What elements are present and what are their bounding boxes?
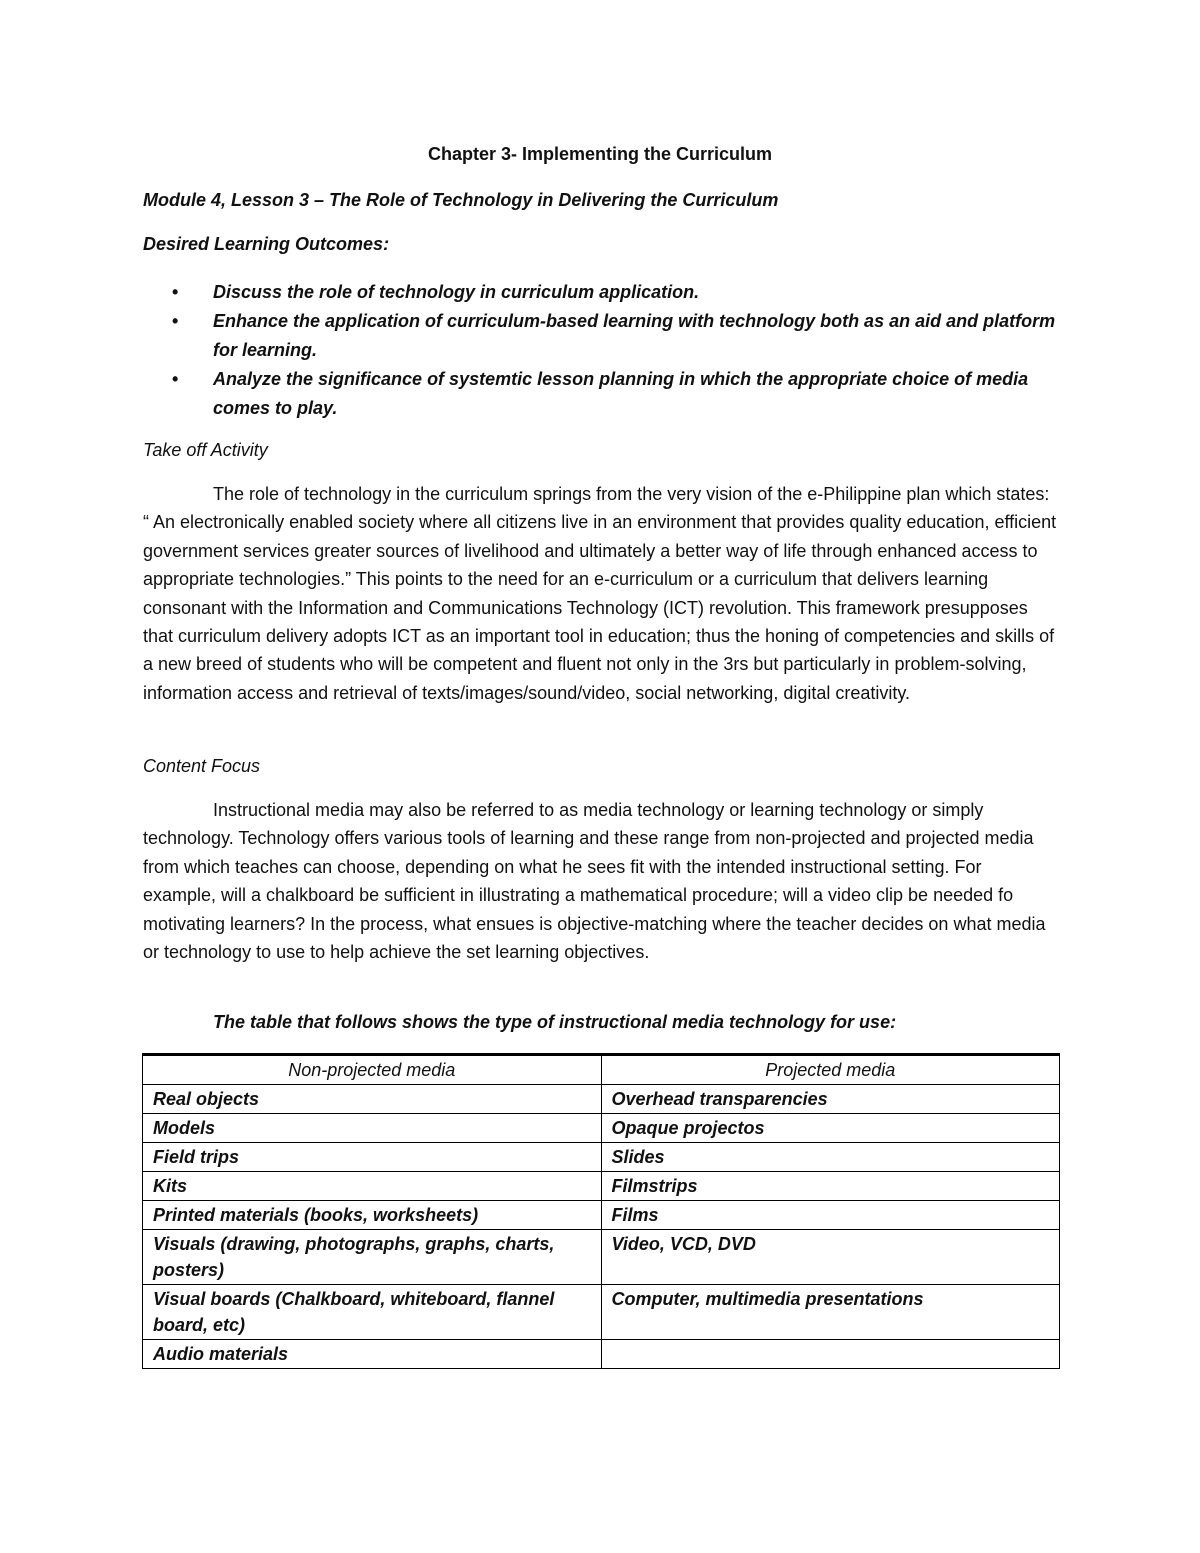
table-cell: Models <box>143 1114 602 1143</box>
table-row <box>143 1201 1060 1230</box>
list-item <box>143 278 1063 307</box>
table-header-row <box>143 1055 1060 1085</box>
table-row <box>143 1172 1060 1201</box>
table-cell: Computer, multimedia presentations <box>601 1285 1060 1340</box>
table-row <box>143 1340 1060 1369</box>
media-table <box>142 1053 1060 1369</box>
bullet-icon: • <box>172 311 179 331</box>
table-row <box>143 1085 1060 1114</box>
content-paragraph: Instructional media may also be referred to as media technology or learning technology or simply technology. Technology offers various tools of learning and these range from non-projected and projected media from which teaches can choose, depending on what he sees fit with the intended instructional setting. For example, will a chalkboard be sufficient in illustrating a mathematical procedure; will a video clip be needed fo motivating learners? In the process, what ensues is objective-matching where the teacher decides on what media or technology to use to help achieve the set learning objectives. <box>143 800 1046 963</box>
table-cell: Field trips <box>143 1143 602 1172</box>
list-item <box>143 307 1063 365</box>
table-cell: Visual boards (Chalkboard, whiteboard, flannel board, etc) <box>143 1285 602 1340</box>
table-cell: Video, VCD, DVD <box>601 1230 1060 1285</box>
bullet-icon: • <box>172 369 179 389</box>
chapter-title: Chapter 3- Implementing the Curriculum <box>427 144 773 164</box>
takeoff-paragraph: The role of technology in the curriculum springs from the very vision of the e-Philippine plan which states: “ An electronically enabled society where all citizens live in an environment that provides quality education, efficient government services greater sources of livelihood and ultimately a better way of life through enhanced access to appropriate technologies.” This points to the need for an e-curriculum or a curriculum that delivers learning consonant with the Information and Communications Technology (ICT) revolution. This framework presupposes that curriculum delivery adopts ICT as an important tool in education; thus the honing of competencies and skills of a new breed of students who will be competent and fluent not only in the 3rs but particularly in problem-solving, information access and retrieval of texts/images/sound/video, social networking, digital creativity. <box>143 484 1057 703</box>
table-cell <box>601 1340 1060 1369</box>
table-cell: Visuals (drawing, photographs, graphs, charts, posters) <box>143 1230 602 1285</box>
table-cell: Films <box>601 1201 1060 1230</box>
column-header: Non-projected media <box>143 1055 602 1085</box>
table-cell: Opaque projectos <box>601 1114 1060 1143</box>
outcome-text: Discuss the role of technology in curriculum application. <box>213 282 700 302</box>
table-row <box>143 1114 1060 1143</box>
list-item <box>143 365 1063 423</box>
table-cell: Overhead transparencies <box>601 1085 1060 1114</box>
takeoff-heading: Take off Activity <box>143 440 268 460</box>
table-cell: Real objects <box>143 1085 602 1114</box>
table-row <box>143 1143 1060 1172</box>
outcomes-heading: Desired Learning Outcomes: <box>143 234 390 254</box>
outcomes-list <box>143 278 1063 423</box>
table-cell: Filmstrips <box>601 1172 1060 1201</box>
outcome-text: Enhance the application of curriculum-based learning with technology both as an aid and platform for learning. <box>213 311 1056 360</box>
table-caption: The table that follows shows the type of instructional media technology for use: <box>213 1012 897 1032</box>
content-heading: Content Focus <box>143 756 261 776</box>
table-cell: Kits <box>143 1172 602 1201</box>
table-cell: Slides <box>601 1143 1060 1172</box>
table-row <box>143 1230 1060 1285</box>
module-line: Module 4, Lesson 3 – The Role of Technology in Delivering the Curriculum <box>143 190 779 210</box>
table-cell: Printed materials (books, worksheets) <box>143 1201 602 1230</box>
table-cell: Audio materials <box>143 1340 602 1369</box>
outcome-text: Analyze the significance of systemtic lesson planning in which the appropriate choice of media comes to play. <box>213 369 1029 418</box>
bullet-icon: • <box>172 282 179 302</box>
column-header: Projected media <box>601 1055 1060 1085</box>
table-row <box>143 1285 1060 1340</box>
